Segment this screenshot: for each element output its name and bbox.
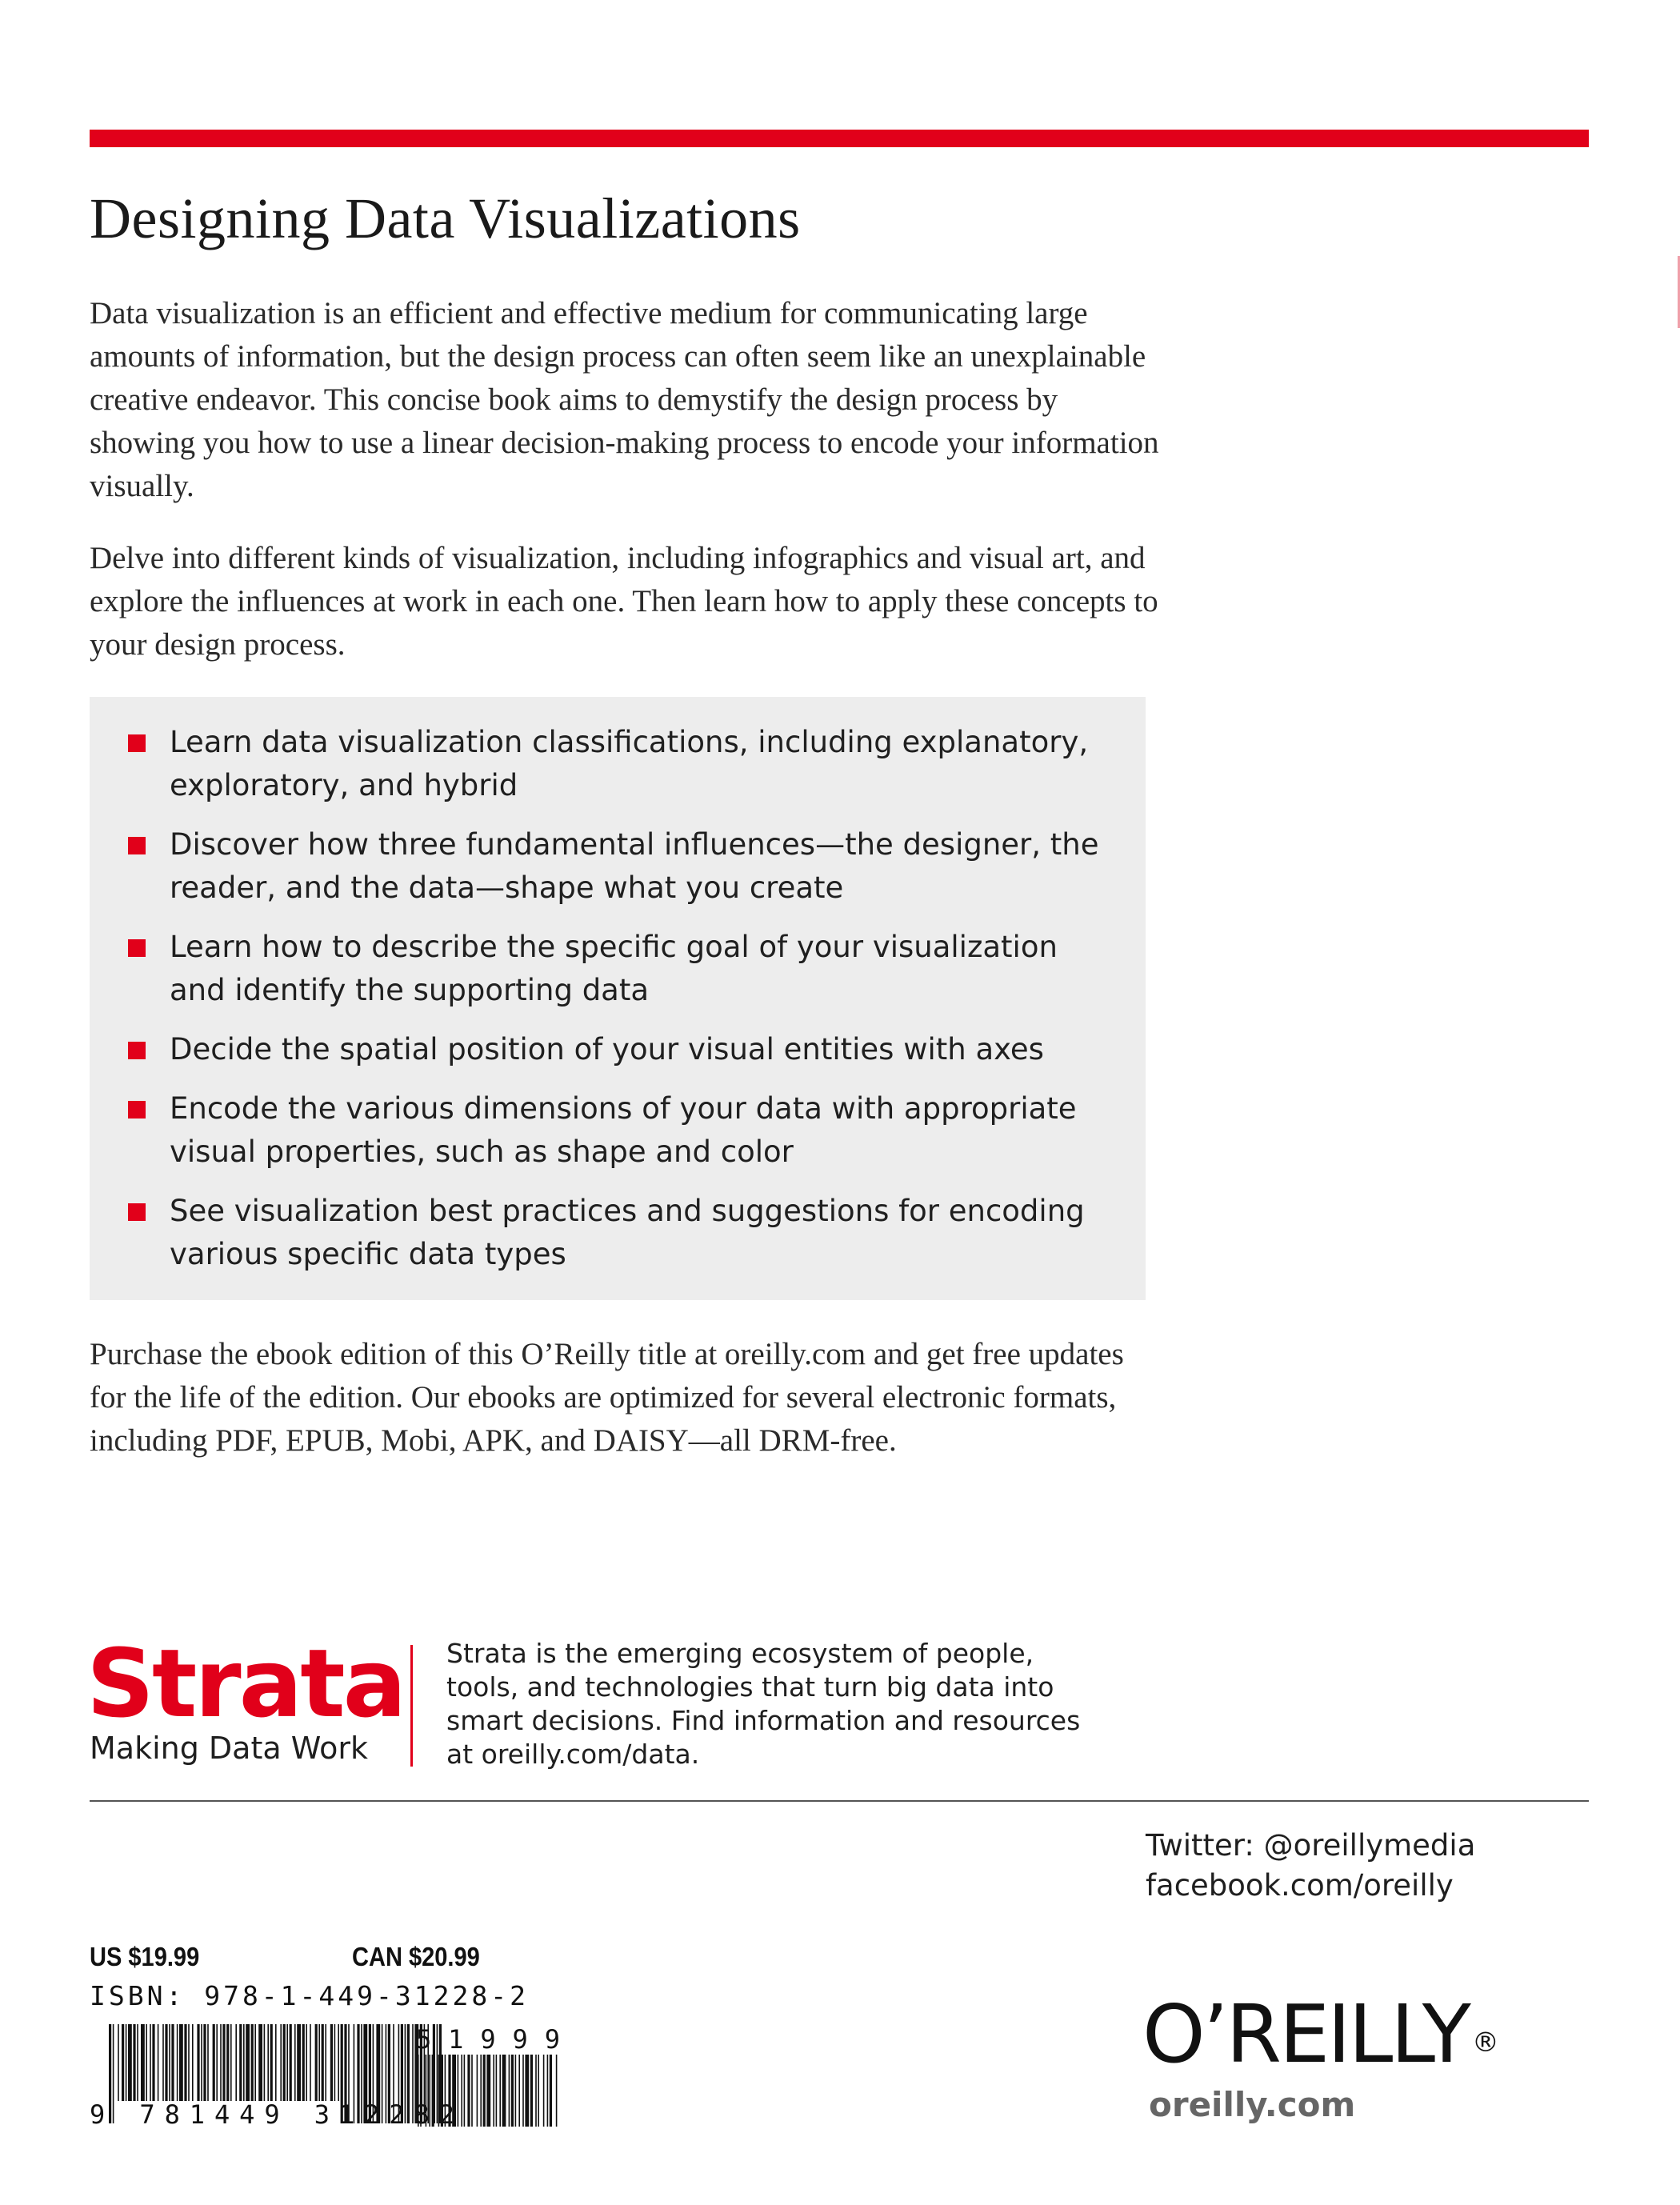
barcode-bar xyxy=(382,2024,383,2123)
strata-description: Strata is the emerging ecosystem of people, tools, and technologies that turn big data into smart decisions. Find information and resources at oreilly.com/data. xyxy=(446,1638,1081,1770)
barcode-bar xyxy=(286,2024,288,2101)
oreilly-wordmark: O’REILLY xyxy=(1142,1987,1469,2081)
barcode-bar xyxy=(530,2055,533,2127)
barcode-bar xyxy=(171,2024,174,2101)
barcode-bar xyxy=(283,2024,286,2101)
price-can: CAN $20.99 xyxy=(352,1942,480,1971)
horizontal-rule xyxy=(90,1800,1589,1802)
barcode-bar xyxy=(165,2024,167,2101)
barcode-bar xyxy=(467,2055,470,2127)
barcode-bar xyxy=(197,2024,199,2101)
barcode-bar xyxy=(275,2024,277,2101)
barcode-bar xyxy=(290,2024,292,2101)
feature-list xyxy=(90,697,1146,1276)
barcode-bar xyxy=(518,2055,520,2127)
barcode-bar xyxy=(302,2024,305,2101)
feature-text: Learn data visualization classifications, including explanatory, exploratory, and hybrid xyxy=(170,725,1089,802)
top-red-bar xyxy=(90,130,1589,147)
feature-panel xyxy=(90,697,1146,1300)
barcode-bar xyxy=(334,2024,336,2101)
barcode-bar xyxy=(270,2024,273,2101)
feature-text: Discover how three fundamental influences—the designer, the reader, and the data—shape what you create xyxy=(170,827,1099,905)
square-bullet-icon xyxy=(128,939,146,957)
barcode-bar xyxy=(458,2055,459,2127)
oreilly-url: oreilly.com xyxy=(1149,2085,1356,2124)
barcode-bar xyxy=(483,2055,486,2127)
barcode-bar xyxy=(280,2024,282,2101)
barcode-bar xyxy=(357,2024,359,2123)
barcode-bar xyxy=(122,2024,124,2101)
barcode-bar xyxy=(128,2024,132,2101)
barcode-bar xyxy=(486,2055,490,2127)
price-us: US $19.99 xyxy=(90,1942,200,1971)
barcode-bar xyxy=(464,2055,466,2127)
barcode-bar xyxy=(184,2024,186,2101)
barcode-bar xyxy=(267,2024,269,2101)
isbn-number: ISBN: 978-1-449-31228-2 xyxy=(90,1980,529,2011)
feature-item xyxy=(170,1190,1114,1276)
barcode-bar xyxy=(432,2055,434,2127)
barcode-bar xyxy=(480,2055,482,2127)
barcode-bar xyxy=(141,2024,145,2101)
barcode-bar xyxy=(235,2024,237,2101)
barcode-bar xyxy=(297,2024,301,2101)
book-title: Designing Data Visualizations xyxy=(90,186,801,250)
barcode-bar xyxy=(213,2024,215,2101)
barcode-bar xyxy=(118,2024,119,2101)
square-bullet-icon xyxy=(128,1101,146,1119)
barcode-bar xyxy=(499,2055,501,2127)
registered-mark-icon: ® xyxy=(1471,2027,1497,2059)
barcode-bar xyxy=(461,2055,462,2127)
barcode-bar xyxy=(338,2024,339,2101)
feature-item xyxy=(170,823,1114,910)
barcode-bar xyxy=(543,2055,545,2127)
barcode-bar xyxy=(179,2024,183,2101)
barcode-bar xyxy=(330,2024,333,2101)
barcode-bar xyxy=(477,2055,478,2127)
barcode-bar xyxy=(203,2024,206,2101)
barcode-bar xyxy=(207,2024,209,2101)
barcode-bar xyxy=(525,2055,529,2127)
barcode-bar xyxy=(158,2024,159,2101)
barcode-bar xyxy=(538,2055,539,2127)
feature-text: Encode the various dimensions of your data with appropriate visual properties, such as shape and color xyxy=(170,1091,1077,1169)
barcode-bar xyxy=(509,2055,510,2127)
barcode-bar xyxy=(361,2024,362,2123)
feature-item xyxy=(170,1028,1114,1071)
ebook-paragraph: Purchase the ebook edition of this O’Reilly title at oreilly.com and get free updates for the life of the edition. Our ebooks are optimized for several electronic formats, including PDF, EPUB, Mobi, APK, and DAISY—all DRM-free. xyxy=(90,1337,1124,1458)
barcode-bar xyxy=(226,2024,229,2101)
oreilly-logo xyxy=(1142,1987,1497,2081)
barcode-bar xyxy=(318,2024,320,2101)
square-bullet-icon xyxy=(128,734,146,752)
barcode-bar xyxy=(201,2024,202,2101)
barcode-bar xyxy=(230,2024,232,2101)
square-bullet-icon xyxy=(128,1042,146,1059)
barcode-bar xyxy=(216,2024,218,2101)
barcode xyxy=(90,2024,602,2128)
barcode-bar xyxy=(535,2055,537,2127)
barcode-bar xyxy=(405,2024,406,2123)
barcode-bar xyxy=(258,2024,262,2101)
barcode-bar xyxy=(547,2055,549,2127)
feature-item xyxy=(170,1087,1114,1174)
barcode-bar xyxy=(254,2024,256,2101)
barcode-bar xyxy=(496,2055,498,2127)
square-bullet-icon xyxy=(128,837,146,854)
strata-divider xyxy=(410,1645,413,1767)
barcode-bar xyxy=(264,2024,266,2101)
barcode-bar xyxy=(239,2024,242,2101)
barcode-bar xyxy=(113,2024,114,2123)
description-paragraph-1: Data visualization is an efficient and effective medium for communicating large amounts of information, but the design process can often seem like an unexplainable creative endeavor. This concise book aims to demystify the design process by showing you how to use a linear decision-making process to encode your information visually. xyxy=(90,296,1159,503)
barcode-bar xyxy=(511,2055,514,2127)
barcode-bar xyxy=(294,2024,296,2101)
barcode-bar xyxy=(146,2024,147,2101)
barcode-bar xyxy=(515,2055,517,2127)
strata-logo xyxy=(86,1628,405,1766)
barcode-bar xyxy=(315,2024,318,2101)
barcode-bar xyxy=(386,2024,387,2123)
barcode-bar xyxy=(522,2055,524,2127)
feature-text: See visualization best practices and suggestions for encoding various specific data types xyxy=(170,1194,1085,1271)
square-bullet-icon xyxy=(128,1203,146,1221)
barcode-bar xyxy=(310,2024,311,2101)
barcode-bar xyxy=(322,2024,324,2101)
facebook-url: facebook.com/oreilly xyxy=(1146,1868,1454,1903)
barcode-bar xyxy=(437,2024,438,2123)
barcode-bar xyxy=(162,2024,164,2101)
twitter-handle: Twitter: @oreillymedia xyxy=(1146,1828,1476,1863)
barcode-bar xyxy=(493,2055,494,2127)
barcode-bar xyxy=(556,2055,558,2127)
barcode-bar xyxy=(407,2024,410,2123)
feature-item xyxy=(170,926,1114,1012)
barcode-bar xyxy=(550,2055,552,2127)
barcode-bar xyxy=(150,2024,151,2101)
barcode-bar xyxy=(243,2024,245,2101)
barcode-bar xyxy=(471,2055,473,2127)
barcode-bar xyxy=(220,2024,222,2101)
barcode-bar xyxy=(177,2024,178,2101)
barcode-bar xyxy=(192,2024,194,2101)
barcode-bar xyxy=(251,2024,254,2101)
barcode-bar xyxy=(306,2024,307,2101)
barcode-addon-number: 51999 xyxy=(416,2024,560,2055)
barcode-bar xyxy=(133,2024,135,2101)
barcode-bar xyxy=(169,2024,170,2101)
barcode-bar xyxy=(222,2024,225,2101)
barcode-bar xyxy=(188,2024,190,2101)
strata-wordmark: Strata xyxy=(86,1628,405,1739)
feature-item xyxy=(170,721,1114,807)
barcode-number: 9 781449 312282 xyxy=(90,2099,454,2128)
feature-text: Decide the spatial position of your visual entities with axes xyxy=(170,1032,1044,1066)
strata-tagline: Making Data Work xyxy=(90,1731,368,1766)
barcode-bar xyxy=(137,2024,138,2101)
barcode-bar xyxy=(109,2024,111,2123)
feature-text: Learn how to describe the specific goal of your visualization and identify the supporting data xyxy=(170,930,1058,1007)
barcode-bar xyxy=(246,2024,250,2101)
barcode-bar xyxy=(325,2024,326,2101)
social-links xyxy=(1146,1826,1475,1906)
description-paragraph-2: Delve into different kinds of visualization, including infographics and visual art, and explore the influences at work in each one. Then learn how to apply these concepts to your design process. xyxy=(90,541,1158,662)
barcode-bar xyxy=(502,2055,506,2127)
barcode-bar xyxy=(126,2024,127,2101)
barcode-bar xyxy=(152,2024,154,2101)
